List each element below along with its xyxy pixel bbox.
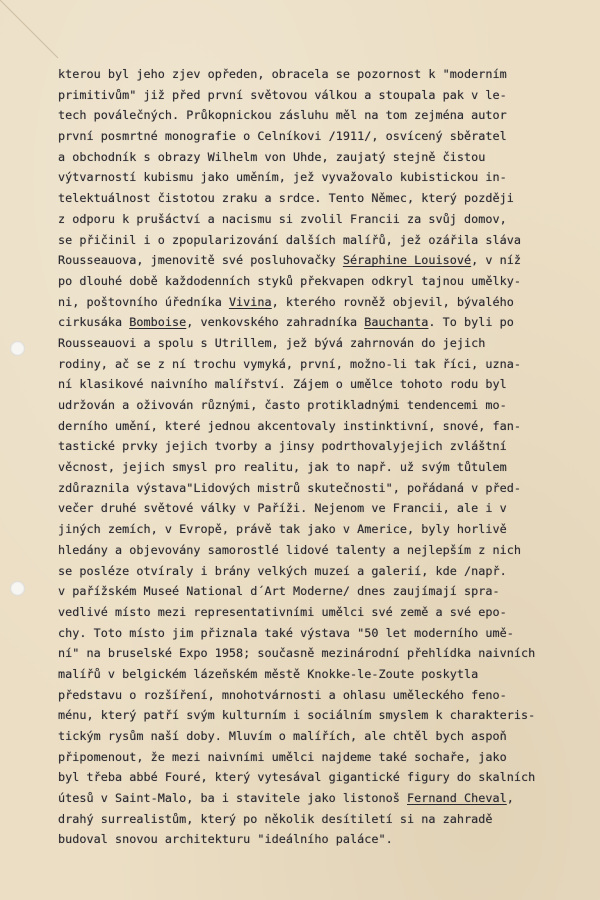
text-line: [58, 540, 598, 561]
text-segment: představu o rozšíření, mnohotvárnosti a ohlasu uměleckého feno-: [58, 687, 507, 702]
text-segment: a obchodník s obrazy Wilhelm von Uhde, zaujatý stejně čistou: [58, 149, 486, 164]
text-segment: se posléze otvíraly i brány velkých muzeí a galerií, kde /např.: [58, 563, 507, 578]
text-segment: ní klasikové naivního malířství. Zájem o umělce tohoto rodu byl: [58, 377, 507, 392]
text-line: [58, 230, 598, 251]
text-segment: připomenout, že mezi naivními umělci najdeme také sochaře, jako: [58, 749, 507, 764]
text-line: [58, 250, 598, 271]
text-line: [58, 581, 598, 602]
text-segment: ménu, který patří svým kulturním i sociálním smyslem k charakteris-: [58, 708, 536, 723]
underlined-name: Bauchanta: [364, 315, 429, 330]
text-segment: výtvarností kubismu jako uměním, jež vyvažovalo kubistickou in-: [58, 170, 507, 185]
text-segment: hledány a objevovány samorostlé lidové talenty a nejlepším z nich: [58, 542, 521, 557]
text-segment: vedlivé místo mezi representativními umělci své země a své epo-: [58, 604, 507, 619]
text-line: [58, 457, 598, 478]
text-segment: věcnost, jejich smysl pro realitu, jak to např. už svým tůtulem: [58, 460, 507, 475]
text-segment: útesů v Saint-Malo, ba i stavitele jako listonoš: [58, 791, 407, 806]
text-segment: se přičinil i o zpopularizování dalších malířů, jež ozářila sláva: [58, 232, 521, 247]
text-line: [58, 292, 598, 313]
text-line: [58, 85, 598, 106]
text-segment: večer druhé světové války v Paříži. Nejenom ve Francii, ale i v: [58, 501, 507, 516]
text-line: [58, 809, 598, 830]
text-line: [58, 643, 598, 664]
text-segment: byl třeba abbé Fouré, který vytesával gigantické figury do skalních: [58, 770, 536, 785]
text-line: [58, 498, 598, 519]
underlined-name: Fernand Cheval: [407, 791, 507, 806]
text-line: [58, 829, 598, 850]
text-line: [58, 561, 598, 582]
text-segment: tickým rysům naší doby. Mluvím o malířích, ale chtěl bych aspoň: [58, 729, 507, 743]
text-line: [58, 519, 598, 540]
text-line: [58, 374, 598, 395]
text-line: [58, 64, 598, 85]
text-line: [58, 105, 598, 126]
typewritten-text: [58, 64, 598, 850]
text-segment: první posmrtné monografie o Celníkovi /1911/, osvícený sběratel: [58, 129, 507, 144]
text-segment: , v níž: [471, 253, 521, 268]
text-line: [58, 747, 598, 768]
text-segment: Rousseauova, jmenovitě své posluhovačky: [58, 253, 343, 268]
text-segment: ,: [506, 791, 514, 806]
punch-hole-top: [10, 341, 25, 356]
text-segment: , venkovského zahradníka: [186, 315, 365, 330]
text-segment: cirkusáka: [58, 315, 130, 330]
text-line: [58, 333, 598, 354]
text-line: [58, 602, 598, 623]
text-line: [58, 664, 598, 685]
underlined-name: Vivina: [228, 294, 272, 309]
text-line: [58, 312, 598, 333]
text-line: [58, 788, 598, 809]
text-segment: udržován a oživován různými, často protikladnými tendencemi mo-: [58, 398, 507, 412]
underlined-name: Séraphine Louisové: [342, 253, 472, 268]
text-segment: zdůraznila výstava"Lidových mistrů skutečnosti", pořádaná v před-: [58, 480, 521, 495]
text-line: [58, 726, 598, 747]
text-segment: tastické prvky jejich tvorby a jinsy podrthovalyjejich zvláštní: [58, 439, 507, 454]
text-segment: budoval snovou architekturu "ideálního paláce".: [58, 832, 393, 847]
text-segment: po dlouhé době každodenních styků překvapen odkryl tajnou umělky-: [58, 273, 521, 288]
text-segment: kterou byl jeho zjev opředen, obracela se pozornost k "moderním: [58, 67, 507, 81]
text-segment: tech poválečných. Průkopnickou zásluhu měl na tom zejména autor: [58, 108, 507, 123]
text-line: [58, 271, 598, 292]
text-line: [58, 478, 598, 499]
text-segment: rodiny, ač se z ní trochu vymyká, první, možno-li tak říci, uzna-: [58, 356, 521, 371]
text-line: [58, 685, 598, 706]
text-segment: v pařížském Museé National d´Art Moderne/ dnes zaujímají spra-: [58, 584, 500, 599]
underlined-name: Bomboise: [129, 315, 187, 330]
text-line: [58, 147, 598, 168]
text-line: [58, 436, 598, 457]
text-segment: primitivům" již před první světovou válkou a stoupala pak v le-: [58, 87, 507, 102]
text-line: [58, 416, 598, 437]
text-line: [58, 167, 598, 188]
text-segment: malířů v belgickém lázeňském městě Knokke-le-Zoute poskytla: [58, 666, 479, 681]
text-line: [58, 767, 598, 788]
text-line: [58, 395, 598, 416]
text-segment: z odporu k prušáctví a nacismu si zvolil Francii za svůj domov,: [58, 211, 507, 226]
text-segment: Rousseauovi a spolu s Utrillem, jež bývá zahrnován do jejich: [58, 335, 486, 350]
text-line: [58, 188, 598, 209]
text-line: [58, 209, 598, 230]
text-segment: ni, poštovního úředníka: [58, 294, 229, 309]
corner-fold-mark: [0, 0, 60, 60]
punch-hole-bottom: [10, 581, 25, 596]
text-segment: jiných zemích, v Evropě, právě tak jako v Americe, byly horlivě: [58, 522, 507, 537]
text-line: [58, 354, 598, 375]
text-line: [58, 705, 598, 726]
text-segment: drahý surrealistům, který po několik desítiletí si na zahradě: [58, 811, 493, 826]
text-segment: telektuálnost čistotou zraku a srdce. Tento Němec, který později: [58, 191, 514, 206]
text-segment: chy. Toto místo jim přiznala také výstava "50 let moderního umě-: [58, 625, 514, 640]
text-line: [58, 126, 598, 147]
text-line: [58, 623, 598, 644]
text-segment: , kterého rovněž objevil, bývalého: [271, 294, 514, 309]
text-segment: . To byli po: [428, 315, 514, 330]
text-segment: derního umění, které jednou akcentovaly instinktivní, snové, fan-: [58, 418, 521, 433]
text-segment: ní" na bruselské Expo 1958; současně mezinárodní přehlídka naivních: [58, 646, 536, 661]
